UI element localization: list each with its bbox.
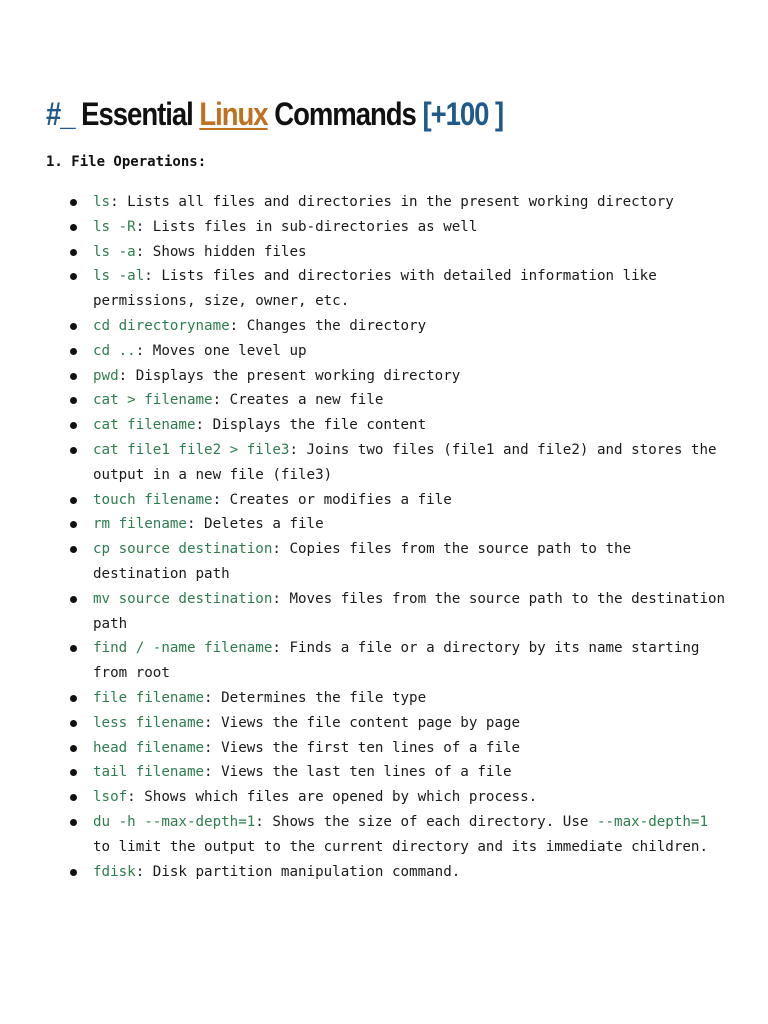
list-item [46,512,726,537]
bullet-icon [70,224,77,231]
bullet-icon [70,422,77,429]
list-item [46,339,726,364]
command-text: ls -al [93,268,145,285]
list-item [46,364,726,389]
command-description: : Views the last ten lines of a file [204,764,512,781]
title-word-linux: Linux [199,96,268,132]
list-item [46,736,726,761]
command-description: : Moves files from the source path to the destination path [93,590,726,632]
command-text: cp source destination [93,541,273,558]
command-text: pwd [93,367,119,384]
list-item [46,810,726,860]
list-item [46,488,726,513]
command-description: : Determines the file type [204,689,427,706]
section-heading: 1. File Operations: [46,154,207,170]
list-item [46,413,726,438]
command-text: cd directoryname [93,317,230,334]
bullet-icon [70,596,77,603]
bullet-icon [70,273,77,280]
command-description: to limit the output to the current directory and its immediate children. [93,838,708,855]
page-title [46,90,503,138]
bullet-icon [70,819,77,826]
command-description: : Views the file content page by page [204,714,521,731]
command-text: --max-depth=1 [596,813,709,830]
command-description: : Shows which files are opened by which process. [127,789,538,806]
bullet-icon [70,521,77,528]
command-description: : Disk partition manipulation command. [135,863,461,880]
list-item [46,785,726,810]
bullet-icon [70,323,77,330]
command-description: : Deletes a file [186,516,324,533]
list-item [46,587,726,637]
command-description: : Lists all files and directories in the present working directory [110,194,674,210]
bullet-icon [70,695,77,702]
command-text: fdisk [93,863,136,880]
bullet-icon [70,645,77,652]
command-text: cat file1 file2 > file3 [93,441,290,458]
command-description: : Changes the directory [229,317,427,334]
title-count-badge: [+100 ] [422,96,504,132]
bullet-icon [70,397,77,404]
list-item [46,190,726,215]
bullet-icon [70,745,77,752]
command-description: : Creates or modifies a file [212,491,452,508]
command-description: : Displays the file content [195,417,427,434]
list-item [46,686,726,711]
title-hash: #_ [46,96,75,132]
command-text: rm filename [93,516,187,533]
list-item [46,215,726,240]
command-description: : Lists files in sub-directories as well [135,218,478,235]
command-text: lsof [93,789,128,806]
command-text: ls -a [93,243,136,260]
list-item [46,240,726,265]
command-text: mv source destination [93,590,273,607]
list-item [46,537,726,587]
list-item [46,388,726,413]
command-text: touch filename [93,491,213,508]
command-description: : Moves one level up [135,342,307,359]
list-item [46,711,726,736]
command-description: : Shows hidden files [135,243,307,260]
command-text: cd .. [93,342,136,359]
list-item [46,314,726,339]
title-word-essential: Essential [81,96,193,132]
list-item [46,860,726,885]
command-text: find / -name filename [93,640,273,657]
bullet-icon [70,546,77,553]
command-text: ls [93,194,111,210]
list-item [46,438,726,488]
bullet-icon [70,447,77,454]
command-description: : Shows the size of each directory. Use [255,813,589,830]
title-word-commands: Commands [274,96,416,132]
command-description: : Creates a new file [212,392,384,409]
command-description: : Joins two files (file1 and file2) and stores the output in a new file (file3) [93,441,717,483]
command-description: : Views the first ten lines of a file [204,739,521,756]
bullet-icon [70,199,77,206]
command-description: : Lists files and directories with detailed information like permissions, size, owner, etc. [93,268,657,310]
list-item [46,760,726,785]
command-description: : Finds a file or a directory by its name starting from root [93,640,700,682]
command-text: file filename [93,689,205,706]
bullet-icon [70,869,77,876]
command-description: : Displays the present working directory [118,367,461,384]
bullet-icon [70,794,77,801]
command-text: head filename [93,739,205,756]
bullet-icon [70,497,77,504]
bullet-icon [70,373,77,380]
bullet-icon [70,249,77,256]
command-text: ls -R [93,218,136,235]
list-item [46,636,726,686]
bullet-icon [70,769,77,776]
command-text: cat filename [93,417,196,434]
command-description: : Copies files from the source path to the destination path [93,541,632,582]
command-text: cat > filename [93,392,213,409]
command-list [46,190,726,884]
command-text: tail filename [93,764,205,781]
bullet-icon [70,348,77,355]
command-text: less filename [93,714,205,731]
command-text: du -h --max-depth=1 [93,813,256,830]
bullet-icon [70,720,77,727]
list-item [46,264,726,314]
